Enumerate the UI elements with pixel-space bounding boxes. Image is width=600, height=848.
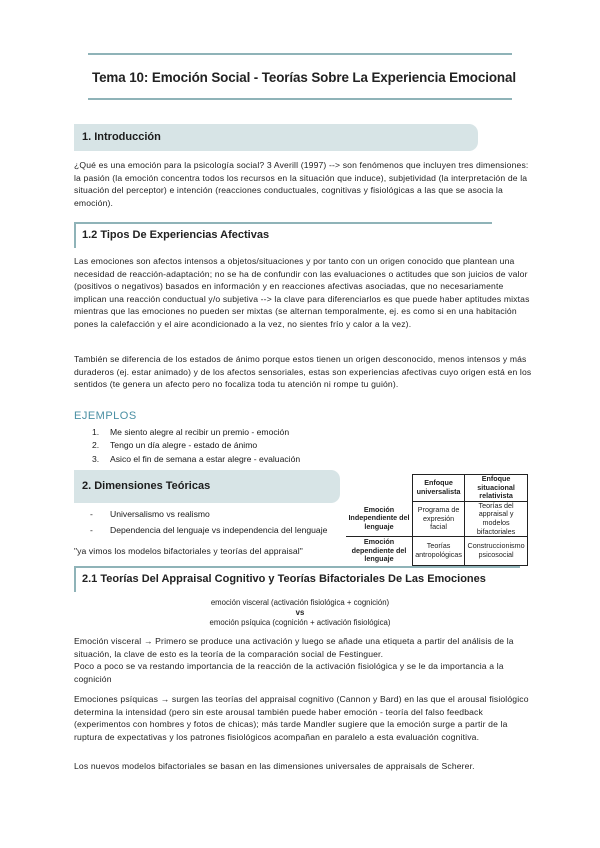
subsection-heading-appraisal: 2.1 Teorías Del Appraisal Cognitivo y Teorías Bifactoriales De Las Emociones <box>74 566 534 592</box>
tipos-paragraph-2: También se diferencia de los estados de ánimo porque estos tienen un origen desconocido, menos intensos y más duraderos (ej. estar animado) y de los afectos sensoriales, estas son experiencias afectivas cuyo origen está en los sentidos (te genera un afecto pero no focaliza toda tu atención ni rompe tu guión). <box>74 354 532 390</box>
section-heading-dimensiones: 2. Dimensiones Teóricas <box>74 470 340 503</box>
dimensions-note: "ya vimos los modelos bifactoriales y teorías del appraisal" <box>74 546 303 556</box>
table-row <box>346 537 528 566</box>
table-cell: Programa de expresión facial <box>413 501 465 536</box>
table-header-cell: Enfoque universalista <box>413 475 465 502</box>
table-cell: Teorías antropológicas <box>413 537 465 566</box>
appraisal-paragraph-4: Los nuevos modelos bifactoriales se basan en las dimensiones universales de appraisals de Scherer. <box>74 761 475 771</box>
page-title: Tema 10: Emoción Social - Teorías Sobre La Experiencia Emocional <box>92 70 516 85</box>
table-row-label: Emoción Independiente del lenguaje <box>346 501 413 536</box>
title-bottom-rule <box>88 98 512 100</box>
list-item: - Universalismo vs realismo <box>90 509 210 519</box>
examples-list <box>92 426 300 466</box>
table-cell: Teorías del appraisal y modelos bifactoriales <box>465 501 528 536</box>
list-item: 1. Me siento alegre al recibir un premio - emoción <box>92 427 290 437</box>
table-row <box>346 501 528 536</box>
appraisal-paragraph-2: Poco a poco se va restando importancia de la reacción de la activación fisiológica y se le da importancia a la cognición <box>74 661 504 684</box>
list-item: 3. Asico el fin de semana a estar alegre - evaluación <box>92 453 301 464</box>
title-top-rule <box>88 53 512 55</box>
dimensions-bullet-list <box>90 508 348 539</box>
table-header-row <box>346 475 528 502</box>
subsection-tipos-rule <box>74 222 492 224</box>
formula-vs: vs <box>295 608 305 617</box>
table-header-cell: Enfoque situacional relativista <box>465 475 528 502</box>
table-row-label: Emoción dependiente del lenguaje <box>346 537 413 566</box>
intro-paragraph: ¿Qué es una emoción para la psicología social? 3 Averill (1997) --> son fenómenos que incluyen tres dimensiones: la pasión (la emoción concentra todos los recursos en la situación que induce), subjetividad (la interpretación de la situación del perceptor) e intención (reacciones conductuales, cognitivas y fisiológicas a las que se asocia la emoción). <box>74 160 529 208</box>
tipos-paragraph-1: Las emociones son afectos intensos a objetos/situaciones y por tanto con un origen conocido que plantean una necesidad de reacción-adaptación; no se ha de confundir con las evaluaciones o actitudes que son juicios de valor (positivos o negativos) basados en información y en reacciones afectivas asociadas, que no necesariamente implican una reacción conductual y/o subjetiva --> la clave para diferenciarlos es que puede haber aptitudes mixtas mientras que las emociones no pueden ser mixtas (se alternan temporalmente, ej. es como si en una habitación pones la calefacción y el aire acondicionado a la vez, no sientes frío y calor a la vez). <box>74 256 530 329</box>
table-cell: Construccionismo psicosocial <box>465 537 528 566</box>
appraisal-paragraph-1: Emoción visceral → Primero se produce una activación y luego se añade una etiqueta a partir del análisis de la situación, la clave de esto es la teoría de la comparación social de Festinguer. <box>74 636 514 659</box>
theories-table <box>346 474 528 566</box>
examples-label: EJEMPLOS <box>74 410 137 422</box>
section-heading-text: 1. Introducción <box>82 131 161 143</box>
subsection-heading-tipos: 1.2 Tipos De Experiencias Afectivas <box>74 222 492 248</box>
list-item: - Dependencia del lenguaje vs independencia del lenguaje <box>90 524 328 535</box>
formula-line-1: emoción visceral (activación fisiológica + cognición) <box>210 598 390 607</box>
appraisal-paragraph-3: Emociones psíquicas → surgen las teorías del appraisal cognitivo (Cannon y Bard) en las que el arousal fisiológico determina la intensidad (pero sin este arousal también puede haber emoción - teoría del falso feedback (experimentos con hombres y fotos de chicas); más tarde Mandler sugiere que la emoción surge a partir de la ruptura de expectativas y los patrones fisiológicos acompañan en paralelo a esta evaluación cognitiva. <box>74 694 529 742</box>
section-heading-introduccion <box>74 124 478 151</box>
formula-line-2: emoción psíquica (cognición + activación fisiológica) <box>209 618 391 627</box>
subsection-appraisal-rule <box>74 566 520 568</box>
list-item: 2. Tengo un día alegre - estado de ánimo <box>92 440 258 451</box>
